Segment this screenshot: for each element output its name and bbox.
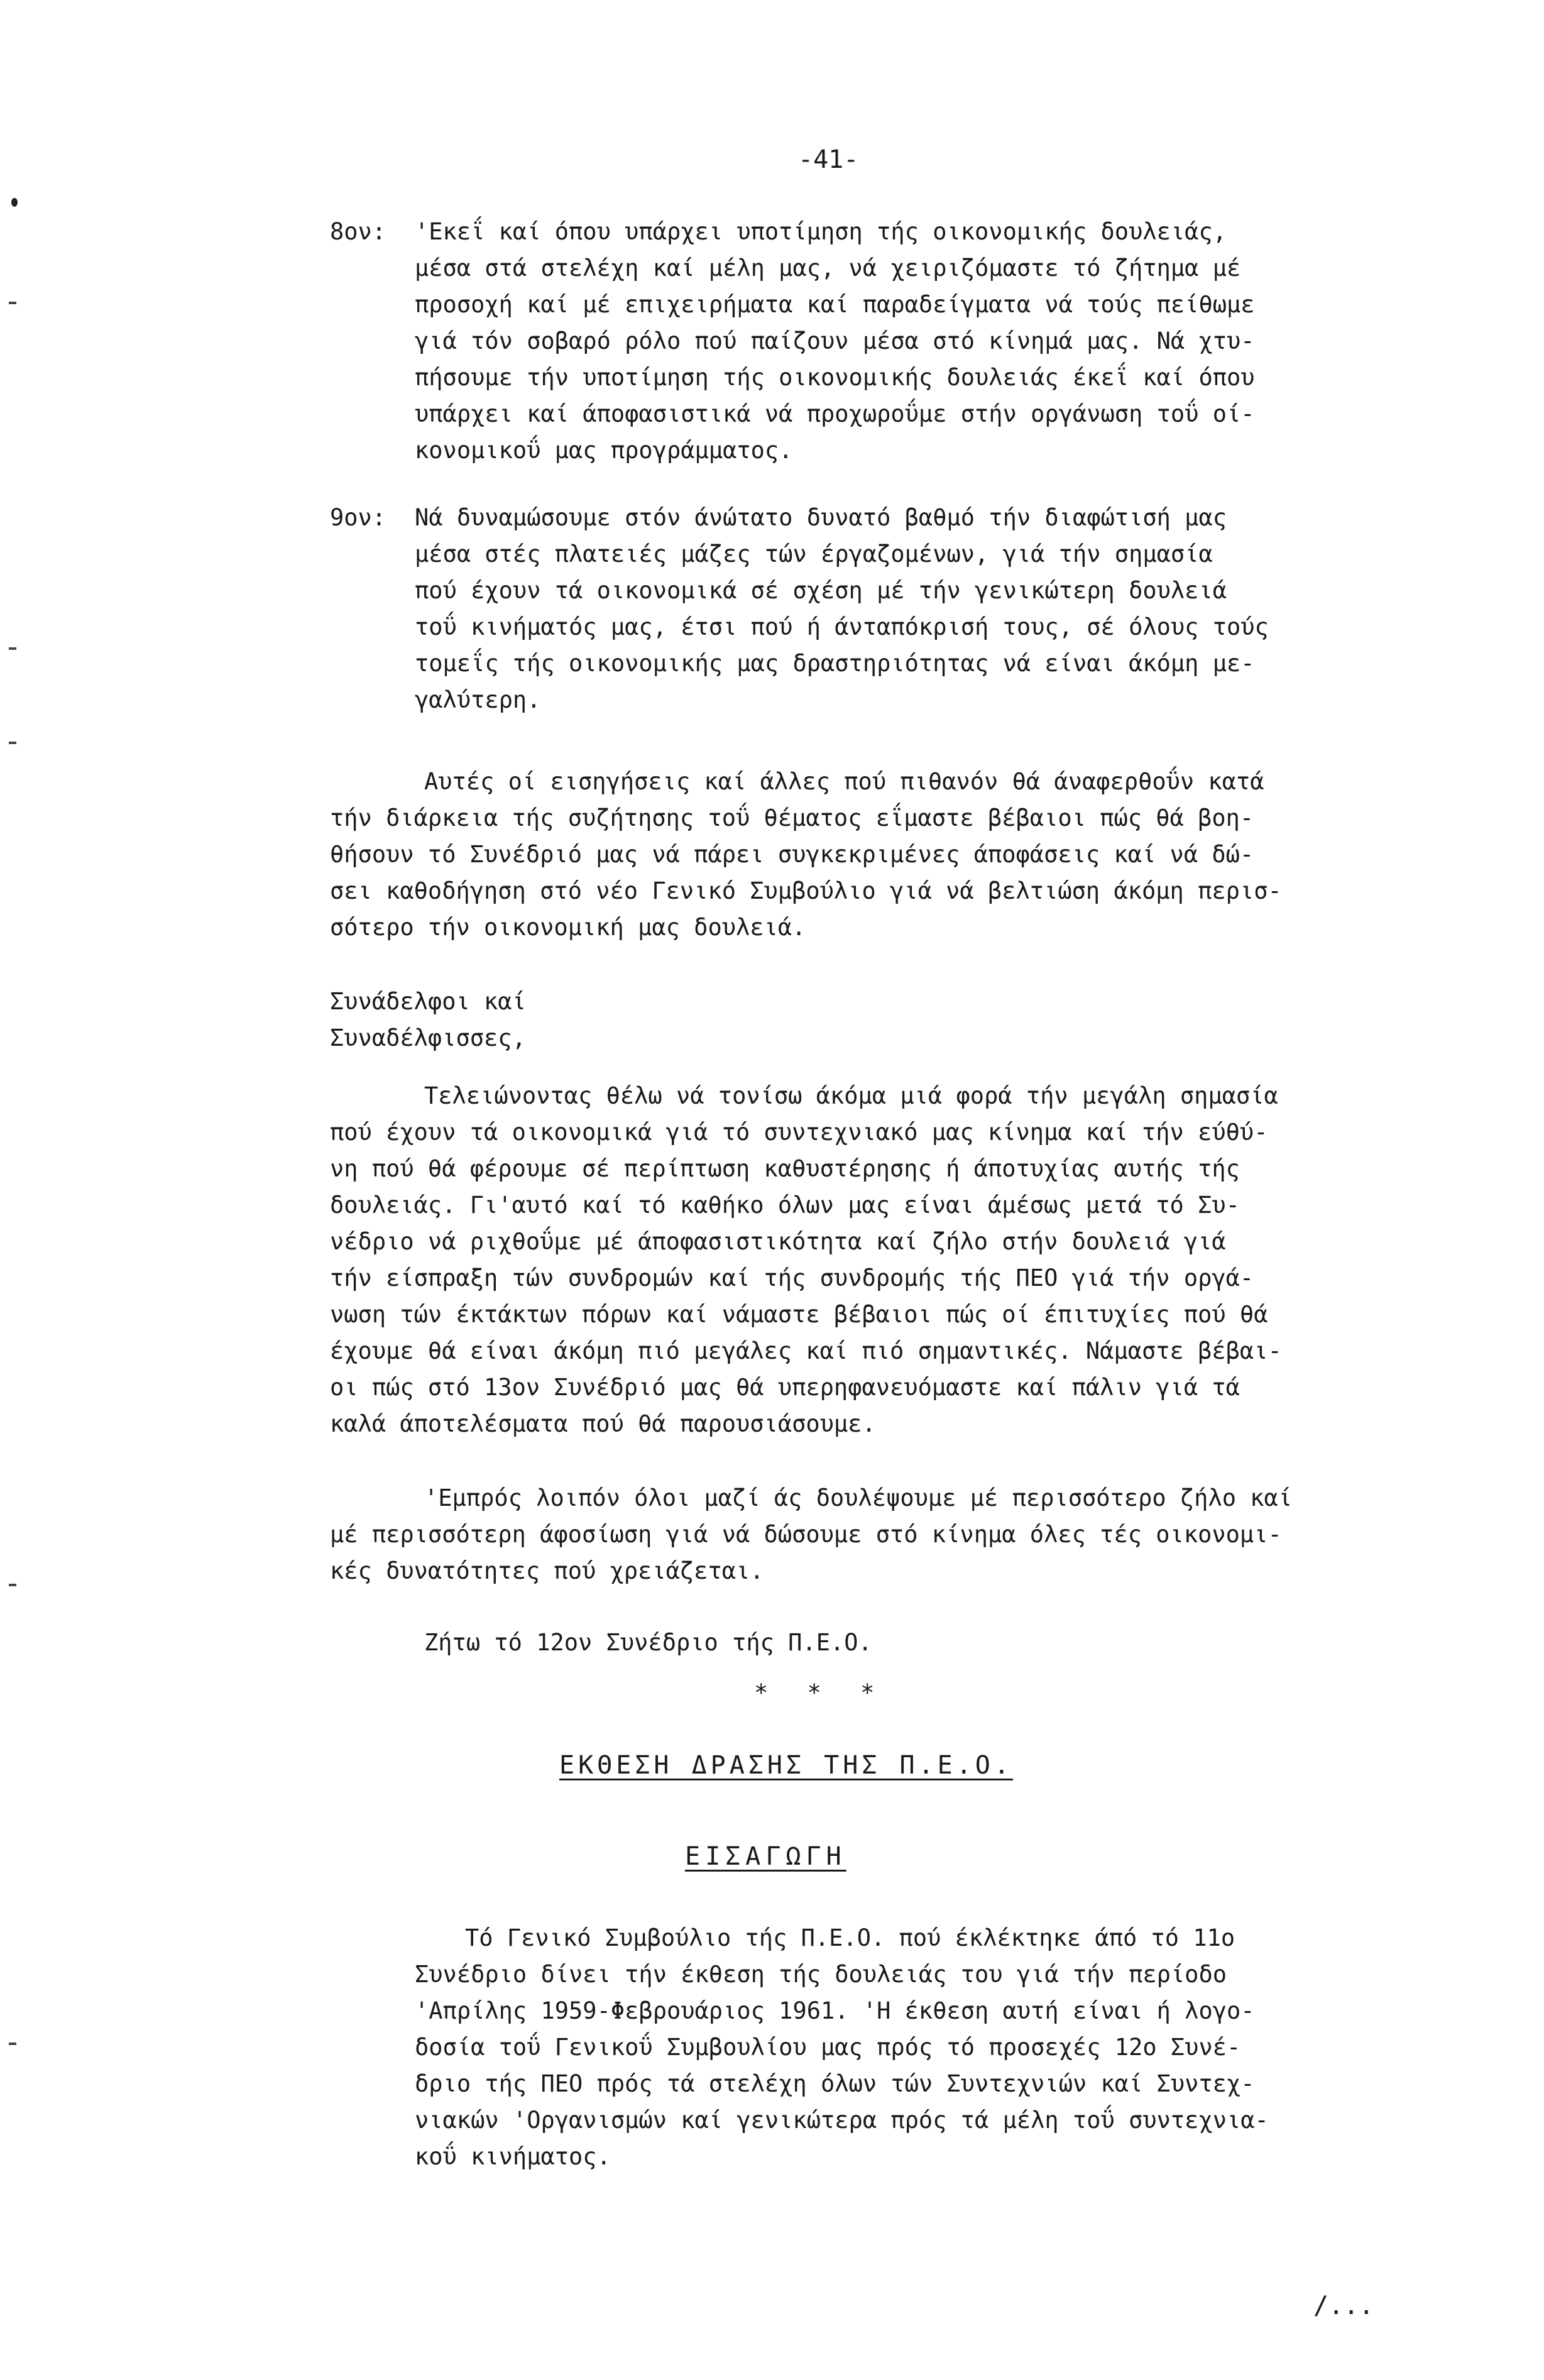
text-line: δουλειάς. Γι'αυτό καί τό καθήκο όλων μας είναι άμέσως μετά τό Συ- [330,1192,1240,1219]
paragraph [330,1480,1292,1589]
salutation [330,984,526,1056]
text-line: τοΰ κινήματός μας, έτσι πού ή άνταπόκρισή τους, σέ όλους τούς [415,613,1269,640]
text-line: κές δυνατότητες πού χρειάζεται. [330,1557,764,1584]
section-subheading: ΕΙΣΑΓΩΓΗ [685,1842,846,1871]
text-line: σότερο τήν οικονομική μας δουλειά. [330,914,806,941]
text-line: πού έχουν τά οικονομικά σέ σχέση μέ τήν γενικώτερη δουλειά [415,577,1227,604]
margin-mark [9,742,16,744]
margin-mark [9,1584,16,1586]
margin-mark [9,2043,16,2045]
paragraph [330,1078,1282,1442]
text-line: μέσα στές πλατειές μάζες τών έργαζομένων, γιά τήν σημασία [415,540,1213,568]
closing-line: Ζήτω τό 12ον Συνέδριο τής Π.Ε.Ο. [424,1629,872,1656]
text-line: κονομικοΰ μας προγράμματος. [415,437,793,464]
margin-mark [11,198,18,207]
item-8-text [415,214,1255,469]
text-line: Συνάδελφοι καί [330,988,526,1015]
intro-paragraph [415,1920,1269,2175]
text-line: γαλύτερη. [415,686,541,713]
text-line: σει καθοδήγηση στό νέο Γενικό Συμβούλιο γιά νά βελτιώση άκόμη περισ- [330,877,1282,904]
item-9-text [415,500,1269,718]
text-line: νωση τών έκτάκτων πόρων καί νάμαστε βέβαιοι πώς οί έπιτυχίες πού θά [330,1301,1268,1328]
text-line: γιά τόν σοβαρό ρόλο πού παίζουν μέσα στό κίνημά μας. Νά χτυ- [415,327,1255,354]
text-line: δριο τής ΠΕΟ πρός τά στελέχη όλων τών Συντεχνιών καί Συντεχ- [415,2070,1255,2097]
text-line: δοσία τοΰ Γενικοΰ Συμβουλίου μας πρός τό προσεχές 12ο Συνέ- [415,2034,1241,2061]
margin-mark [9,302,16,304]
text-line: τήν διάρκεια τής συζήτησης τοΰ θέματος εΐμαστε βέβαιοι πώς θά βοη- [330,804,1254,831]
text-line: οι πώς στό 13ον Συνέδριό μας θά υπερηφανευόμαστε καί πάλιν γιά τά [330,1374,1240,1401]
text-line: Τό Γενικό Συμβούλιο τής Π.Ε.Ο. πού έκλέκτηκε άπό τό 11ο [465,1924,1235,1951]
text-line: Τελειώνοντας θέλω νά τονίσω άκόμα μιά φορά τήν μεγάλη σημασία [424,1082,1278,1109]
text-line: καλά άποτελέσματα πού θά παρουσιάσουμε. [330,1410,876,1437]
continuation-mark: /... [1313,2291,1374,2320]
text-line: κοΰ κινήματος. [415,2143,611,2170]
text-line: 'Εμπρός λοιπόν όλοι μαζί άς δουλέψουμε μέ περισσότερο ζήλο καί [424,1484,1293,1511]
text-line: υπάρχει καί άποφασιστικά νά προχωροΰμε στήν οργάνωση τοΰ οί- [415,400,1255,427]
text-line: προσοχή καί μέ επιχειρήματα καί παραδείγματα νά τούς πείθωμε [415,291,1255,318]
text-line: μέσα στά στελέχη καί μέλη μας, νά χειριζόμαστε τό ζήτημα μέ [415,255,1241,282]
text-line: 'Απρίλης 1959-Φεβρουάριος 1961. 'Η έκθεση αυτή είναι ή λογο- [415,1997,1255,2024]
paragraph [330,764,1282,946]
text-line: Συναδέλφισσες, [330,1024,526,1051]
text-line: Συνέδριο δίνει τήν έκθεση τής δουλειάς του γιά τήν περίοδο [415,1961,1227,1988]
text-line: Αυτές οί εισηγήσεις καί άλλες πού πιθανόν θά άναφερθοΰν κατά [424,768,1264,795]
text-line: θήσουν τό Συνέδριό μας νά πάρει συγκεκριμένες άποφάσεις καί νά δώ- [330,841,1254,868]
margin-mark [9,647,16,650]
text-line: νη πού θά φέρουμε σέ περίπτωση καθυστέρησης ή άποτυχίας αυτής τής [330,1155,1240,1182]
text-line: τομεΐς τής οικονομικής μας δραστηριότητας νά είναι άκόμη με- [415,650,1255,677]
item-number: 8ον: [330,218,386,245]
text-line: μέ περισσότερη άφοσίωση γιά νά δώσουμε στό κίνημα όλες τές οικονομι- [330,1521,1282,1548]
text-line: τήν είσπραξη τών συνδρομών καί τής συνδρομής τής ΠΕΟ γιά τήν οργά- [330,1264,1254,1291]
text-line: 'Εκεΐ καί όπου υπάρχει υποτίμηση τής οικονομικής δουλειάς, [415,218,1227,245]
text-line: Νά δυναμώσουμε στόν άνώτατο δυνατό βαθμό τήν διαφώτισή μας [415,504,1227,531]
text-line: πήσουμε τήν υποτίμηση τής οικονομικής δουλειάς έκεΐ καί όπου [415,364,1255,391]
text-line: πού έχουν τά οικονομικά γιά τό συντεχνιακό μας κίνημα καί τήν εύθύ- [330,1119,1268,1146]
page-number: -41- [798,145,859,174]
text-line: νέδριο νά ριχθοΰμε μέ άποφασιστικότητα καί ζήλο στήν δουλειά γιά [330,1228,1226,1255]
section-heading: ΕΚΘΕΣΗ ΔΡΑΣΗΣ ΤΗΣ Π.Ε.Ο. [559,1751,1013,1780]
text-line: νιακών 'Οργανισμών καί γενικώτερα πρός τά μέλη τοΰ συντεχνια- [415,2107,1269,2134]
section-separator: * * * [754,1679,875,1706]
text-line: έχουμε θά είναι άκόμη πιό μεγάλες καί πιό σημαντικές. Νάμαστε βέβαι- [330,1337,1282,1364]
item-number: 9ον: [330,504,386,531]
